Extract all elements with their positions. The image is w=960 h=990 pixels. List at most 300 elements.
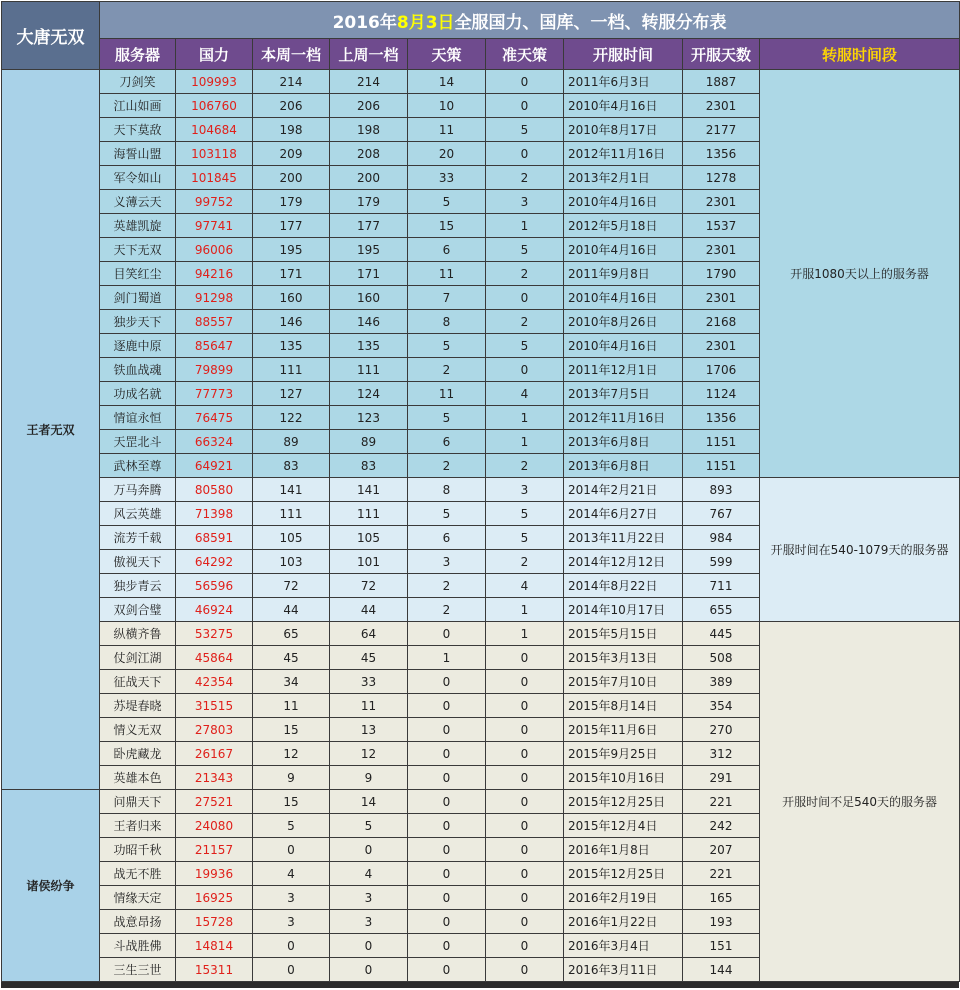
title-date: 8月3日: [396, 12, 455, 33]
server-name: 天罡北斗: [100, 430, 176, 454]
tiance-value: 6: [408, 430, 486, 454]
open-days-value: 312: [683, 742, 760, 766]
tiance-value: 6: [408, 526, 486, 550]
server-name: 情义无双: [100, 718, 176, 742]
open-days-value: 893: [683, 478, 760, 502]
open-days-value: 144: [683, 958, 760, 982]
last-week-value: 195: [330, 238, 408, 262]
open-date-value: 2013年6月8日: [564, 454, 683, 478]
open-days-value: 599: [683, 550, 760, 574]
col-header-tiance[interactable]: 天策: [408, 39, 486, 70]
this-week-value: 3: [253, 910, 330, 934]
this-week-value: 141: [253, 478, 330, 502]
zhun-tiance-value: 0: [486, 70, 564, 94]
open-date-value: 2014年6月27日: [564, 502, 683, 526]
server-name: 征战天下: [100, 670, 176, 694]
power-value: 96006: [176, 238, 253, 262]
open-date-value: 2010年8月26日: [564, 310, 683, 334]
this-week-value: 3: [253, 886, 330, 910]
this-week-value: 89: [253, 430, 330, 454]
zhun-tiance-value: 0: [486, 838, 564, 862]
open-days-value: 2301: [683, 334, 760, 358]
zhun-tiance-value: 2: [486, 454, 564, 478]
open-date-value: 2016年3月4日: [564, 934, 683, 958]
server-name: 天下莫敌: [100, 118, 176, 142]
open-days-value: 242: [683, 814, 760, 838]
col-header-open-days[interactable]: 开服天数: [683, 39, 760, 70]
this-week-value: 5: [253, 814, 330, 838]
power-value: 71398: [176, 502, 253, 526]
zhun-tiance-value: 5: [486, 334, 564, 358]
tiance-value: 0: [408, 694, 486, 718]
server-name: 铁血战魂: [100, 358, 176, 382]
power-value: 56596: [176, 574, 253, 598]
tiance-value: 5: [408, 406, 486, 430]
tiance-value: 0: [408, 910, 486, 934]
tiance-value: 3: [408, 550, 486, 574]
tiance-value: 2: [408, 454, 486, 478]
last-week-value: 4: [330, 862, 408, 886]
open-date-value: 2010年4月16日: [564, 334, 683, 358]
last-week-value: 200: [330, 166, 408, 190]
open-date-value: 2012年11月16日: [564, 142, 683, 166]
this-week-value: 179: [253, 190, 330, 214]
open-date-value: 2015年9月25日: [564, 742, 683, 766]
this-week-value: 0: [253, 838, 330, 862]
open-days-value: 1887: [683, 70, 760, 94]
last-week-value: 44: [330, 598, 408, 622]
power-value: 53275: [176, 622, 253, 646]
last-week-value: 72: [330, 574, 408, 598]
open-date-value: 2013年2月1日: [564, 166, 683, 190]
power-value: 26167: [176, 742, 253, 766]
last-week-value: 45: [330, 646, 408, 670]
zhun-tiance-value: 0: [486, 910, 564, 934]
this-week-value: 83: [253, 454, 330, 478]
zhun-tiance-value: 2: [486, 262, 564, 286]
open-date-value: 2015年11月6日: [564, 718, 683, 742]
this-week-value: 44: [253, 598, 330, 622]
server-name: 问鼎天下: [100, 790, 176, 814]
open-days-value: 389: [683, 670, 760, 694]
zhun-tiance-value: 0: [486, 958, 564, 982]
last-week-value: 0: [330, 838, 408, 862]
col-header-server[interactable]: 服务器: [100, 39, 176, 70]
open-days-value: 508: [683, 646, 760, 670]
server-name: 风云英雄: [100, 502, 176, 526]
power-value: 101845: [176, 166, 253, 190]
tiance-value: 2: [408, 598, 486, 622]
open-date-value: 2013年11月22日: [564, 526, 683, 550]
col-header-open-date[interactable]: 开服时间: [564, 39, 683, 70]
open-date-value: 2011年6月3日: [564, 70, 683, 94]
server-name: 海誓山盟: [100, 142, 176, 166]
zhun-tiance-value: 5: [486, 502, 564, 526]
open-days-value: 655: [683, 598, 760, 622]
open-date-value: 2014年10月17日: [564, 598, 683, 622]
tiance-value: 0: [408, 790, 486, 814]
open-date-value: 2015年3月13日: [564, 646, 683, 670]
server-name: 情谊永恒: [100, 406, 176, 430]
open-days-value: 2177: [683, 118, 760, 142]
open-date-value: 2016年1月8日: [564, 838, 683, 862]
power-value: 99752: [176, 190, 253, 214]
power-value: 64921: [176, 454, 253, 478]
open-days-value: 2168: [683, 310, 760, 334]
open-date-value: 2014年2月21日: [564, 478, 683, 502]
last-week-value: 141: [330, 478, 408, 502]
last-week-value: 11: [330, 694, 408, 718]
power-value: 31515: [176, 694, 253, 718]
zhun-tiance-value: 2: [486, 310, 564, 334]
power-value: 106760: [176, 94, 253, 118]
tiance-value: 11: [408, 382, 486, 406]
server-name: 目笑红尘: [100, 262, 176, 286]
zhun-tiance-value: 3: [486, 478, 564, 502]
tiance-value: 0: [408, 742, 486, 766]
tiance-value: 8: [408, 310, 486, 334]
corner-label: 大唐无双: [2, 2, 100, 70]
transfer-period-label: 开服时间在540-1079天的服务器: [760, 478, 960, 622]
server-name: 刀剑笑: [100, 70, 176, 94]
power-value: 76475: [176, 406, 253, 430]
power-value: 97741: [176, 214, 253, 238]
open-date-value: 2014年8月22日: [564, 574, 683, 598]
col-header-last-week[interactable]: 上周一档: [330, 39, 408, 70]
server-name: 纵横齐鲁: [100, 622, 176, 646]
zhun-tiance-value: 0: [486, 694, 564, 718]
last-week-value: 208: [330, 142, 408, 166]
power-value: 68591: [176, 526, 253, 550]
open-date-value: 2015年8月14日: [564, 694, 683, 718]
this-week-value: 195: [253, 238, 330, 262]
open-date-value: 2015年7月10日: [564, 670, 683, 694]
server-name: 战无不胜: [100, 862, 176, 886]
last-week-value: 160: [330, 286, 408, 310]
this-week-value: 111: [253, 358, 330, 382]
open-days-value: 1356: [683, 406, 760, 430]
open-days-value: 1124: [683, 382, 760, 406]
server-name: 江山如画: [100, 94, 176, 118]
zhun-tiance-value: 0: [486, 286, 564, 310]
group-label: 王者无双: [2, 70, 100, 790]
table-row: [2, 622, 960, 646]
power-value: 15728: [176, 910, 253, 934]
page-title: [100, 2, 960, 39]
last-week-value: 177: [330, 214, 408, 238]
open-days-value: 767: [683, 502, 760, 526]
tiance-value: 7: [408, 286, 486, 310]
zhun-tiance-value: 1: [486, 598, 564, 622]
col-header-transfer-period[interactable]: 转服时间段: [760, 39, 960, 70]
open-days-value: 165: [683, 886, 760, 910]
power-value: 27803: [176, 718, 253, 742]
server-name: 流芳千载: [100, 526, 176, 550]
server-name: 剑门蜀道: [100, 286, 176, 310]
server-distribution-sheet: [1, 1, 959, 988]
this-week-value: 135: [253, 334, 330, 358]
open-days-value: 270: [683, 718, 760, 742]
last-week-value: 33: [330, 670, 408, 694]
open-date-value: 2012年11月16日: [564, 406, 683, 430]
open-date-value: 2011年12月1日: [564, 358, 683, 382]
server-name: 功成名就: [100, 382, 176, 406]
open-days-value: 1151: [683, 454, 760, 478]
zhun-tiance-value: 0: [486, 718, 564, 742]
open-date-value: 2015年5月15日: [564, 622, 683, 646]
open-date-value: 2010年4月16日: [564, 190, 683, 214]
tiance-value: 5: [408, 190, 486, 214]
zhun-tiance-value: 4: [486, 574, 564, 598]
open-date-value: 2015年12月25日: [564, 790, 683, 814]
group-label: 诸侯纷争: [2, 790, 100, 982]
server-name: 情缘天定: [100, 886, 176, 910]
server-name: 独步青云: [100, 574, 176, 598]
server-name: 武林至尊: [100, 454, 176, 478]
last-week-value: 12: [330, 742, 408, 766]
open-days-value: 1790: [683, 262, 760, 286]
zhun-tiance-value: 2: [486, 550, 564, 574]
power-value: 64292: [176, 550, 253, 574]
open-date-value: 2010年8月17日: [564, 118, 683, 142]
this-week-value: 4: [253, 862, 330, 886]
last-week-value: 179: [330, 190, 408, 214]
open-date-value: 2013年6月8日: [564, 430, 683, 454]
open-days-value: 711: [683, 574, 760, 598]
open-days-value: 1706: [683, 358, 760, 382]
this-week-value: 160: [253, 286, 330, 310]
power-value: 103118: [176, 142, 253, 166]
tiance-value: 11: [408, 262, 486, 286]
tiance-value: 33: [408, 166, 486, 190]
server-name: 逐鹿中原: [100, 334, 176, 358]
last-week-value: 206: [330, 94, 408, 118]
tiance-value: 0: [408, 862, 486, 886]
tiance-value: 10: [408, 94, 486, 118]
power-value: 14814: [176, 934, 253, 958]
zhun-tiance-value: 1: [486, 430, 564, 454]
tiance-value: 5: [408, 502, 486, 526]
last-week-value: 198: [330, 118, 408, 142]
power-value: 15311: [176, 958, 253, 982]
tiance-value: 15: [408, 214, 486, 238]
open-days-value: 1356: [683, 142, 760, 166]
power-value: 80580: [176, 478, 253, 502]
server-name: 天下无双: [100, 238, 176, 262]
open-days-value: 1278: [683, 166, 760, 190]
title-suffix: 全服国力、国库、一档、转服分布表: [454, 12, 727, 33]
this-week-value: 72: [253, 574, 330, 598]
open-days-value: 2301: [683, 190, 760, 214]
power-value: 16925: [176, 886, 253, 910]
tiance-value: 0: [408, 622, 486, 646]
server-table: [1, 1, 960, 982]
this-week-value: 127: [253, 382, 330, 406]
this-week-value: 34: [253, 670, 330, 694]
power-value: 85647: [176, 334, 253, 358]
server-name: 仗剑江湖: [100, 646, 176, 670]
this-week-value: 0: [253, 958, 330, 982]
tiance-value: 0: [408, 814, 486, 838]
power-value: 94216: [176, 262, 253, 286]
power-value: 42354: [176, 670, 253, 694]
this-week-value: 111: [253, 502, 330, 526]
zhun-tiance-value: 2: [486, 166, 564, 190]
this-week-value: 146: [253, 310, 330, 334]
power-value: 21343: [176, 766, 253, 790]
zhun-tiance-value: 0: [486, 94, 564, 118]
last-week-value: 105: [330, 526, 408, 550]
server-name: 三生三世: [100, 958, 176, 982]
tiance-value: 0: [408, 886, 486, 910]
server-name: 战意昂扬: [100, 910, 176, 934]
zhun-tiance-value: 3: [486, 190, 564, 214]
this-week-value: 12: [253, 742, 330, 766]
this-week-value: 0: [253, 934, 330, 958]
last-week-value: 14: [330, 790, 408, 814]
server-name: 斗战胜佛: [100, 934, 176, 958]
col-header-power[interactable]: 国力: [176, 39, 253, 70]
open-days-value: 2301: [683, 286, 760, 310]
tiance-value: 11: [408, 118, 486, 142]
table-row: [2, 70, 960, 94]
open-date-value: 2011年9月8日: [564, 262, 683, 286]
zhun-tiance-value: 0: [486, 886, 564, 910]
zhun-tiance-value: 0: [486, 862, 564, 886]
tiance-value: 5: [408, 334, 486, 358]
power-value: 46924: [176, 598, 253, 622]
power-value: 109993: [176, 70, 253, 94]
this-week-value: 177: [253, 214, 330, 238]
zhun-tiance-value: 0: [486, 814, 564, 838]
server-name: 军令如山: [100, 166, 176, 190]
zhun-tiance-value: 5: [486, 118, 564, 142]
open-days-value: 1151: [683, 430, 760, 454]
last-week-value: 89: [330, 430, 408, 454]
server-name: 义薄云天: [100, 190, 176, 214]
zhun-tiance-value: 0: [486, 142, 564, 166]
this-week-value: 214: [253, 70, 330, 94]
this-week-value: 65: [253, 622, 330, 646]
this-week-value: 200: [253, 166, 330, 190]
open-days-value: 207: [683, 838, 760, 862]
tiance-value: 0: [408, 958, 486, 982]
power-value: 24080: [176, 814, 253, 838]
tiance-value: 0: [408, 670, 486, 694]
last-week-value: 3: [330, 910, 408, 934]
tiance-value: 2: [408, 358, 486, 382]
this-week-value: 122: [253, 406, 330, 430]
last-week-value: 0: [330, 934, 408, 958]
zhun-tiance-value: 5: [486, 238, 564, 262]
power-value: 19936: [176, 862, 253, 886]
open-date-value: 2012年5月18日: [564, 214, 683, 238]
open-date-value: 2010年4月16日: [564, 94, 683, 118]
tiance-value: 2: [408, 574, 486, 598]
open-days-value: 984: [683, 526, 760, 550]
open-days-value: 221: [683, 790, 760, 814]
last-week-value: 0: [330, 958, 408, 982]
last-week-value: 171: [330, 262, 408, 286]
zhun-tiance-value: 1: [486, 214, 564, 238]
server-name: 英雄本色: [100, 766, 176, 790]
this-week-value: 206: [253, 94, 330, 118]
open-date-value: 2010年4月16日: [564, 238, 683, 262]
last-week-value: 101: [330, 550, 408, 574]
last-week-value: 135: [330, 334, 408, 358]
this-week-value: 45: [253, 646, 330, 670]
open-date-value: 2016年1月22日: [564, 910, 683, 934]
zhun-tiance-value: 1: [486, 406, 564, 430]
this-week-value: 198: [253, 118, 330, 142]
server-name: 王者归来: [100, 814, 176, 838]
col-header-zhun-tiance[interactable]: 准天策: [486, 39, 564, 70]
last-week-value: 214: [330, 70, 408, 94]
tiance-value: 0: [408, 766, 486, 790]
server-name: 功昭千秋: [100, 838, 176, 862]
transfer-period-label: 开服时间不足540天的服务器: [760, 622, 960, 982]
server-name: 双剑合璧: [100, 598, 176, 622]
tiance-value: 1: [408, 646, 486, 670]
tiance-value: 20: [408, 142, 486, 166]
last-week-value: 123: [330, 406, 408, 430]
zhun-tiance-value: 0: [486, 358, 564, 382]
open-days-value: 354: [683, 694, 760, 718]
open-date-value: 2016年3月11日: [564, 958, 683, 982]
open-days-value: 2301: [683, 94, 760, 118]
this-week-value: 11: [253, 694, 330, 718]
tiance-value: 0: [408, 934, 486, 958]
server-name: 独步天下: [100, 310, 176, 334]
zhun-tiance-value: 0: [486, 766, 564, 790]
last-week-value: 111: [330, 358, 408, 382]
server-name: 傲视天下: [100, 550, 176, 574]
tiance-value: 6: [408, 238, 486, 262]
zhun-tiance-value: 0: [486, 646, 564, 670]
last-week-value: 5: [330, 814, 408, 838]
last-week-value: 64: [330, 622, 408, 646]
tiance-value: 14: [408, 70, 486, 94]
this-week-value: 171: [253, 262, 330, 286]
open-days-value: 151: [683, 934, 760, 958]
last-week-value: 111: [330, 502, 408, 526]
power-value: 91298: [176, 286, 253, 310]
power-value: 66324: [176, 430, 253, 454]
table-row: [2, 478, 960, 502]
col-header-this-week[interactable]: 本周一档: [253, 39, 330, 70]
last-week-value: 146: [330, 310, 408, 334]
this-week-value: 103: [253, 550, 330, 574]
open-days-value: 193: [683, 910, 760, 934]
this-week-value: 9: [253, 766, 330, 790]
power-value: 21157: [176, 838, 253, 862]
tiance-value: 8: [408, 478, 486, 502]
last-week-value: 83: [330, 454, 408, 478]
power-value: 45864: [176, 646, 253, 670]
open-date-value: 2016年2月19日: [564, 886, 683, 910]
last-week-value: 13: [330, 718, 408, 742]
open-days-value: 445: [683, 622, 760, 646]
power-value: 79899: [176, 358, 253, 382]
this-week-value: 15: [253, 790, 330, 814]
power-value: 88557: [176, 310, 253, 334]
transfer-period-label: 开服1080天以上的服务器: [760, 70, 960, 478]
zhun-tiance-value: 0: [486, 790, 564, 814]
power-value: 27521: [176, 790, 253, 814]
open-days-value: 221: [683, 862, 760, 886]
open-date-value: 2015年12月4日: [564, 814, 683, 838]
server-name: 万马奔腾: [100, 478, 176, 502]
